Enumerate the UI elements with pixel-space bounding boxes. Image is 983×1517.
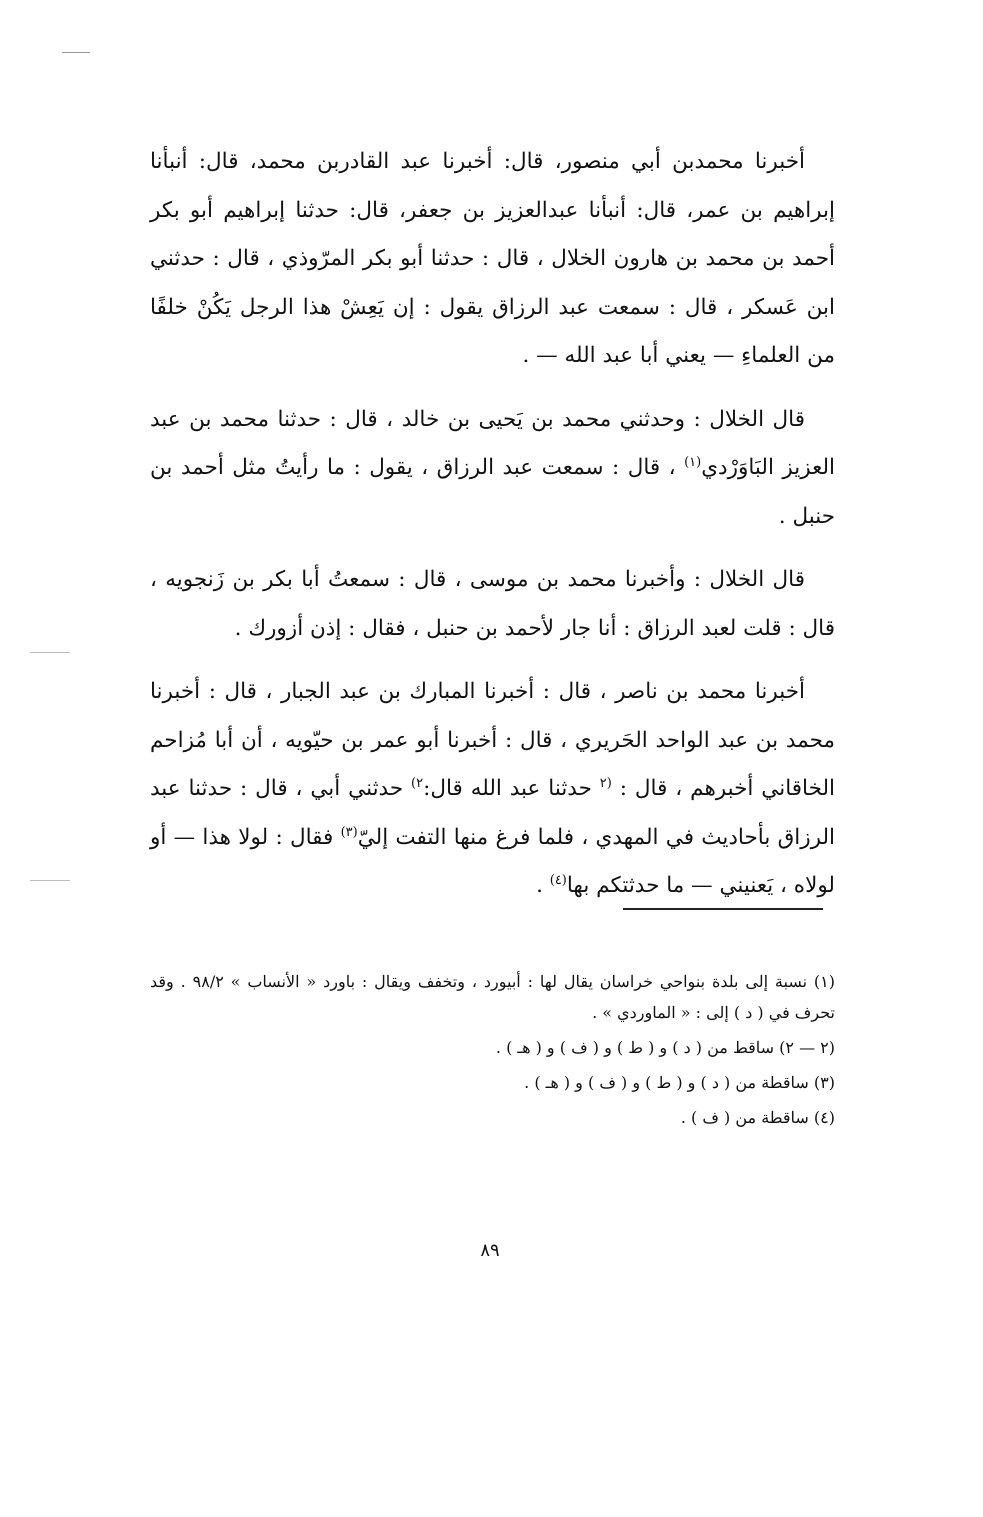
footnotes <box>150 966 835 1137</box>
paragraph-1-text: أخبرنا محمدبن أبي منصور، قال: أخبرنا عبد القادربن محمد، قال: أنبأنا إبراهيم بن عمر، قال: أنبأنا عبدالعزيز بن جعفر، قال: حدثنا إبراهيم أبو بكر أحمد بن محمد بن هارون الخلال ، قال : حدثنا أبو بكر المرّوذي ، قال : حدثني ابن عَسكر ، قال : سمعت عبد الرزاق يقول : إن يَعِشْ هذا الرجل يَكُنْ خلفًا من العلماءِ — يعني أبا عبد الله — . <box>150 149 835 368</box>
paragraph-2-text: قال الخلال : وحدثني محمد بن يَحيى بن خالد ، قال : حدثنا محمد بن عبد العزيز البَاوَرْدي <box>150 406 836 480</box>
page-number: ٨٩ <box>480 1240 500 1261</box>
footnote-separator <box>623 908 823 910</box>
paragraph-4-segment-3: فقال : لولا هذا — أو لولاه ، يَعنيني — ما حدثتكم بها <box>150 824 835 898</box>
footnote-ref-3: (٣) <box>340 824 358 840</box>
paragraph-2-tail: ، قال : سمعت عبد الرزاق ، يقول : ما رأيتُ مثل أحمد بن حنبل . <box>150 455 835 529</box>
paragraph-4-segment-2: حدثني أبي ، قال : حدثنا عبد الرزاق بأحاديث في المهدي ، فلما فرغ منها التفت إليّ <box>150 776 835 850</box>
paragraph-4-text: أخبرنا محمد بن ناصر ، قال : أخبرنا المبارك بن عبد الجبار ، قال : أخبرنا محمد بن عبد الواحد الحَريري ، قال : أخبرنا أبو عمر بن حيّويه ، أن أبا مُزاحم الخاقاني أخبرهم ، قال : <box>150 679 835 801</box>
footnote-ref-2-close: ٢) <box>411 775 424 791</box>
paragraph-2 <box>150 396 835 542</box>
main-text <box>150 138 835 926</box>
paragraph-4-segment-1: حدثنا عبد الله قال: <box>423 776 600 801</box>
footnote-4: (٤) ساقطة من ( ف ) . <box>680 1108 835 1127</box>
footnote-ref-2-open: (٢ <box>599 775 612 791</box>
footnote-ref-4: (٤) <box>549 872 567 888</box>
footnote-2: (٢ — ٢) ساقط من ( د ) و ( ط ) و ( ف ) و ( هـ ) . <box>495 1038 835 1057</box>
paragraph-3-text: قال الخلال : وأخبرنا محمد بن موسى ، قال : سمعتُ أبا بكر بن زَنجويه ، قال : قلت لعبد الرزاق : أنا جار لأحمد بن حنبل ، فقال : إذن أزورك . <box>150 567 835 641</box>
footnote-ref-1: (١) <box>684 454 702 470</box>
scan-mark <box>30 652 70 653</box>
paragraph-4 <box>150 668 835 911</box>
scan-mark <box>62 52 90 53</box>
scan-mark <box>30 880 70 881</box>
paragraph-1 <box>150 138 835 381</box>
footnote-1: (١) نسبة إلى بلدة بنواحي خراسان يقال لها : أبيورد ، وتخفف ويقال : باورد « الأنساب » ٩٨/٢ . وقد تحرف في ( د ) إلى : « الماوردي » . <box>150 972 836 1022</box>
footnote-3: (٣) ساقطة من ( د ) و ( ط ) و ( ف ) و ( هـ ) . <box>524 1073 835 1092</box>
paragraph-4-end: . <box>536 873 550 898</box>
paragraph-3 <box>150 556 835 653</box>
